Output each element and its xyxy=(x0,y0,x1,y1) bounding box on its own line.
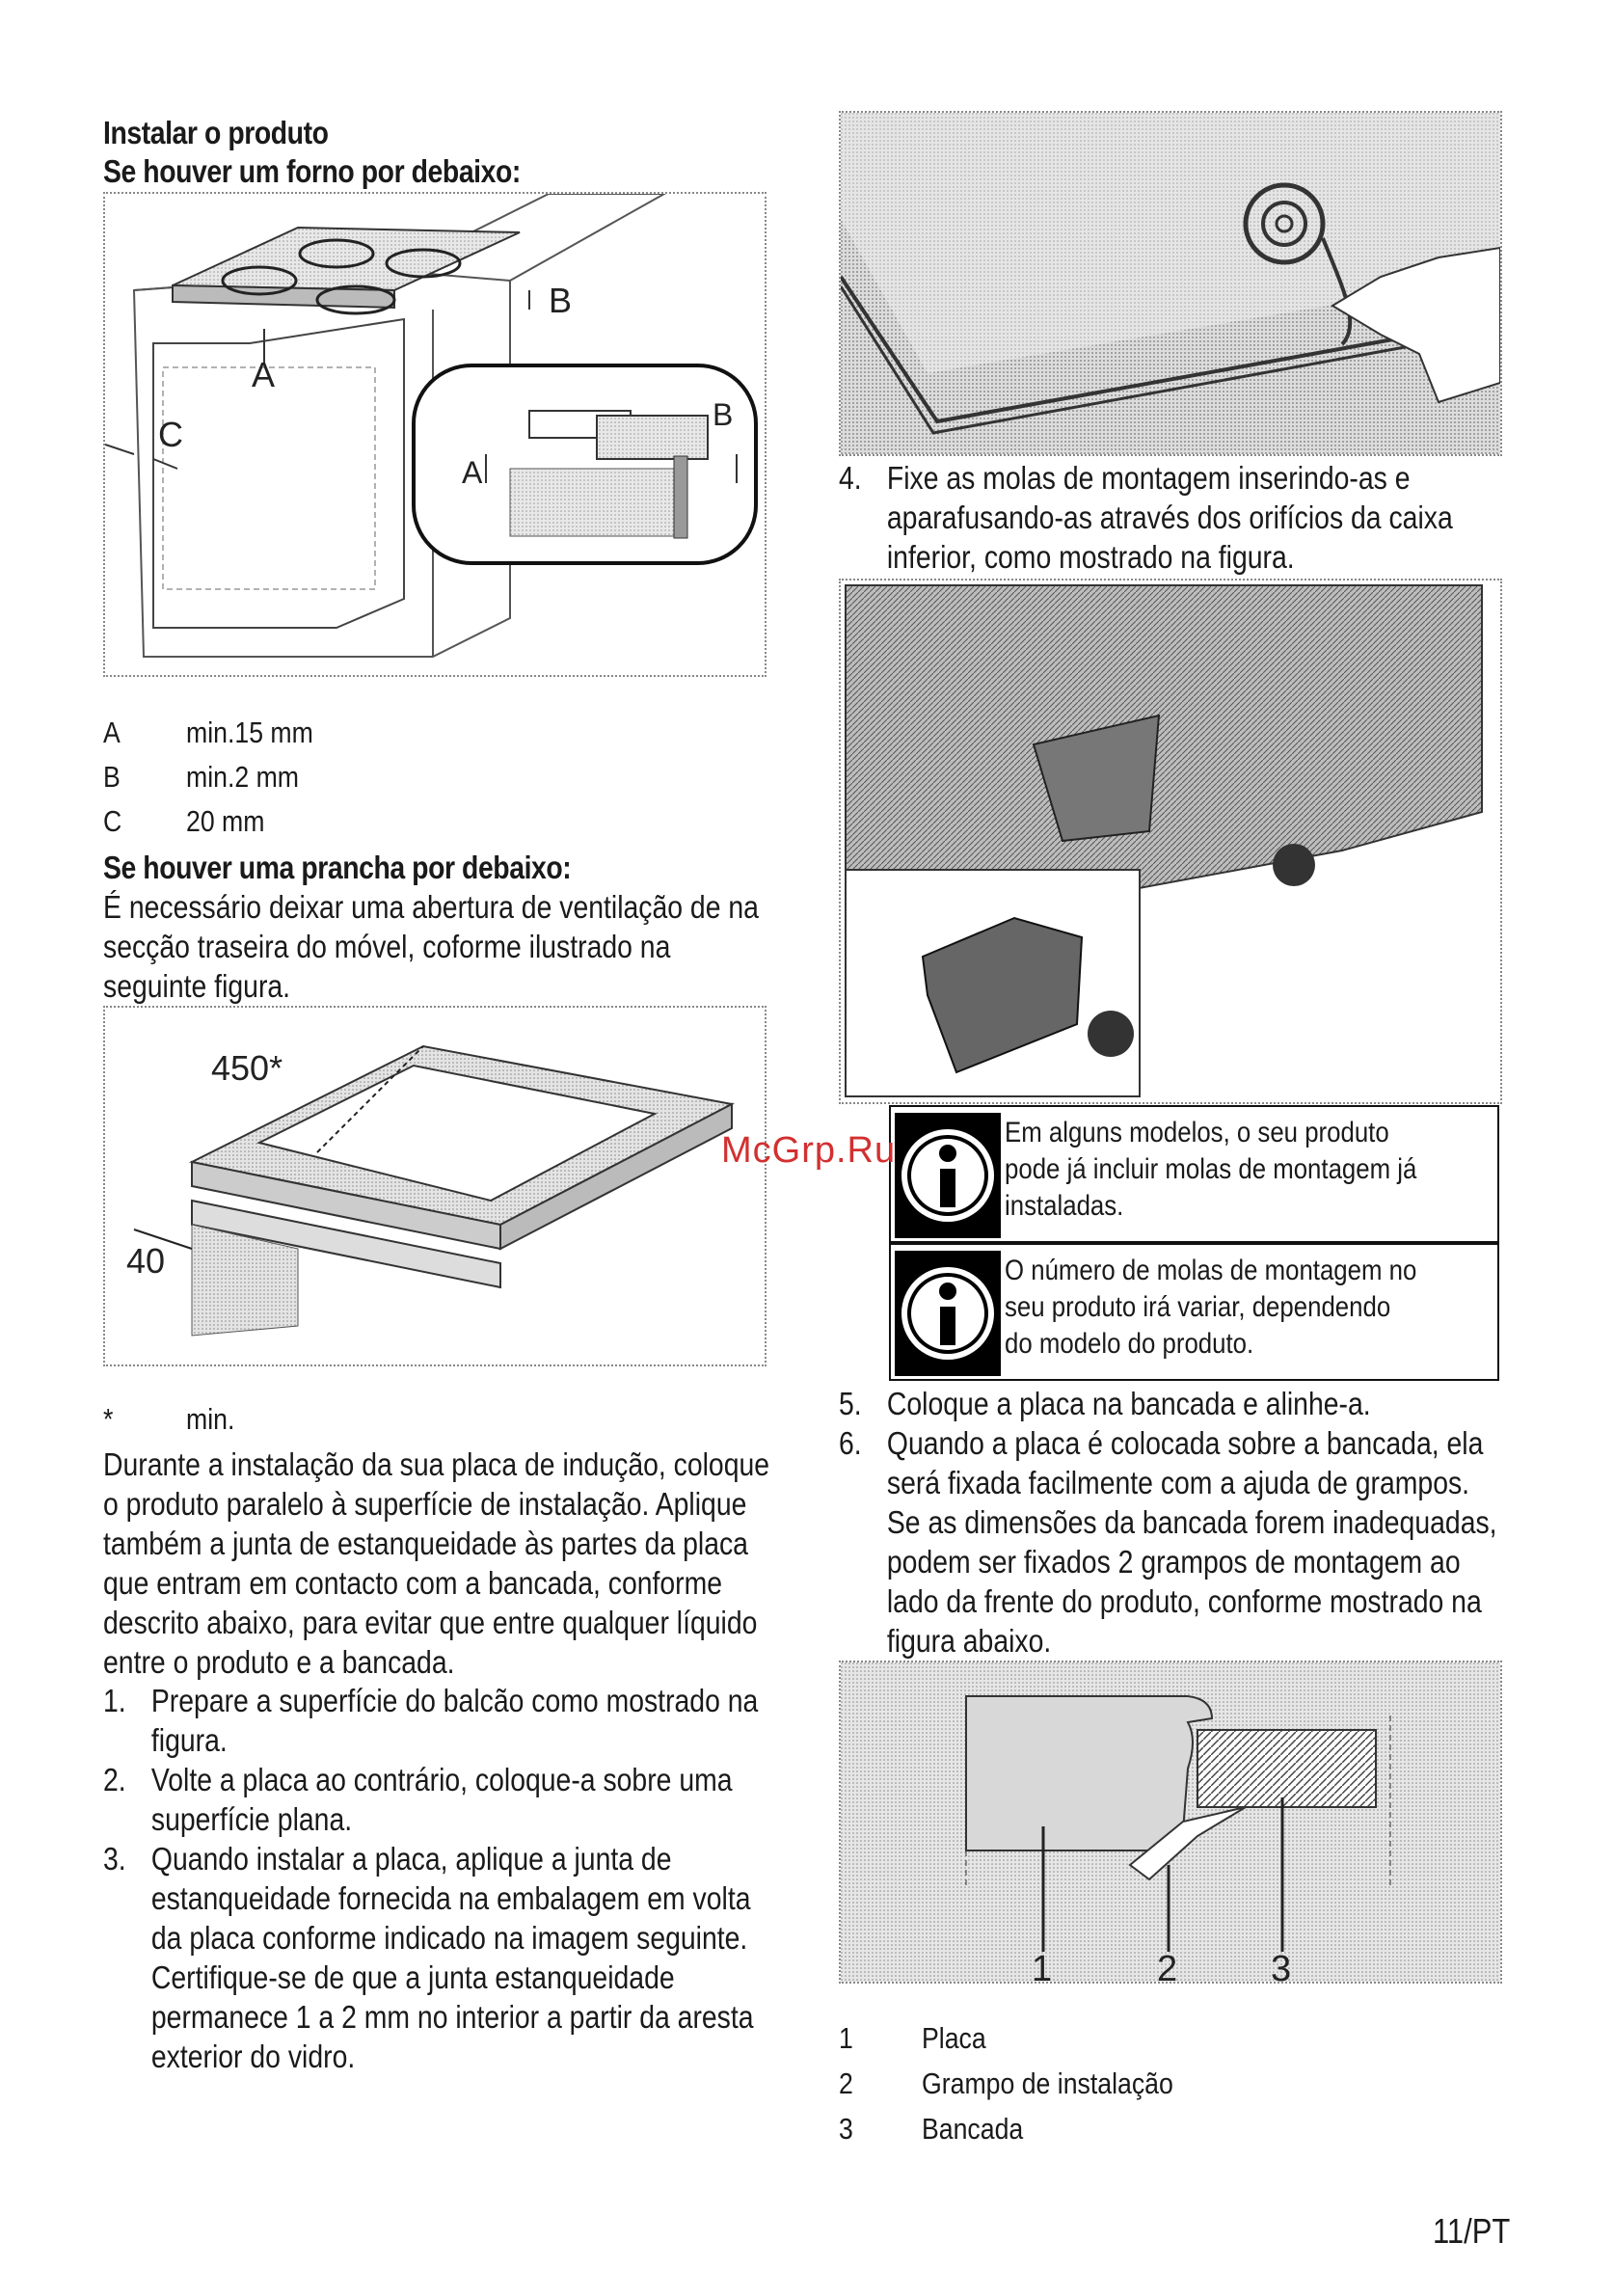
label-b: B xyxy=(549,281,573,320)
screw-fitted xyxy=(1273,844,1315,886)
info-text-count: O número de molas de montagem no seu produto irá variar, dependendo do modelo do produto. xyxy=(1005,1255,1417,1360)
hob-underside xyxy=(846,585,1482,899)
label-3: 3 xyxy=(1271,1949,1292,1982)
label-depth: 450* xyxy=(211,1048,283,1088)
info-icon xyxy=(895,1251,1001,1376)
legend-row-1: 1 Placa xyxy=(839,2021,986,2055)
legend-row-3: 3 Bancada xyxy=(839,2112,1024,2146)
step-2: 2. Volte a placa ao contrário, coloque-a sobre uma superfície plana. xyxy=(103,1762,733,1837)
figure-oven-below xyxy=(103,192,767,677)
screw-part xyxy=(1088,1011,1134,1057)
label-b-detail: B xyxy=(713,397,734,432)
paragraph-ventilation: É necessário deixar uma abertura de ventilação de na secção traseira do móvel, coforme ilustrado na seguinte figura. xyxy=(103,889,759,1004)
info-icon xyxy=(895,1113,1001,1238)
clamp-diagram xyxy=(841,1662,1500,1982)
legend-row-2: 2 Grampo de instalação xyxy=(839,2066,1173,2100)
worktop-section xyxy=(1197,1730,1376,1807)
label-c: C xyxy=(158,415,183,454)
figure-board-below xyxy=(103,1006,767,1366)
springs-diagram xyxy=(841,581,1500,1102)
footnote-min: * min. xyxy=(103,1402,235,1436)
gasket-diagram xyxy=(841,113,1500,454)
step-1: 1. Prepare a superfície do balcão como mostrado na figura. xyxy=(103,1683,759,1758)
legend-row-c: C 20 mm xyxy=(103,804,265,838)
info-box-count xyxy=(889,1243,1499,1381)
info-box-preinstalled xyxy=(889,1105,1499,1243)
legend-row-a: A min.15 mm xyxy=(103,716,313,749)
label-1: 1 xyxy=(1032,1949,1053,1982)
step-6: 6. Quando a placa é colocada sobre a bancada, ela será fixada facilmente com a ajuda de grampos. Se as dimensões da bancada forem inadequadas, podem ser fixados 2 grampos de montagem ao lado da frente do produto, conforme mostrado na figura abaixo. xyxy=(839,1425,1497,1659)
oven-box xyxy=(153,319,404,628)
legend-row-b: B min.2 mm xyxy=(103,760,300,794)
info-text-preinstalled: Em alguns modelos, o seu produto pode já incluir molas de montagem já instaladas. xyxy=(1005,1117,1417,1222)
watermark: McGrp.Ru xyxy=(721,1130,897,1171)
label-gap: 40 xyxy=(126,1241,166,1281)
paragraph-installation: Durante a instalação da sua placa de indução, coloque o produto paralelo à superfície de instalação. Aplique também a junta de estanqueidade às partes da placa que entram em contacto com a bancada, conforme descrito abaixo, para evitar que entre qualquer líquido entre o produto e a bancada. xyxy=(103,1446,770,1680)
worktop-diagram xyxy=(105,1008,765,1364)
oven-diagram xyxy=(105,194,765,675)
heading-oven-below: Se houver um forno por debaixo: xyxy=(103,153,521,189)
label-a-detail: A xyxy=(462,455,483,490)
heading-board-below: Se houver uma prancha por debaixo: xyxy=(103,850,572,885)
label-a: A xyxy=(252,355,276,394)
step-4: 4. Fixe as molas de montagem inserindo-as e aparafusando-as através dos orifícios da caixa inferior, como mostrado na figura. xyxy=(839,460,1453,575)
heading-install: Instalar o produto xyxy=(103,115,329,150)
label-2: 2 xyxy=(1157,1949,1178,1982)
page-number: 11/PT xyxy=(1433,2211,1511,2251)
figure-gasket xyxy=(839,111,1502,456)
figure-clamp xyxy=(839,1661,1502,1984)
step-3: 3. Quando instalar a placa, aplique a junta de estanqueidade fornecida na embalagem em volta da placa conforme indicado na imagem seguinte. Certifique-se de que a junta estanqueidade permanece 1 a 2 mm no interior a partir da aresta exterior do vidro. xyxy=(103,1841,754,2074)
step-5: 5. Coloque a placa na bancada e alinhe-a. xyxy=(839,1386,1371,1421)
figure-springs xyxy=(839,579,1502,1104)
